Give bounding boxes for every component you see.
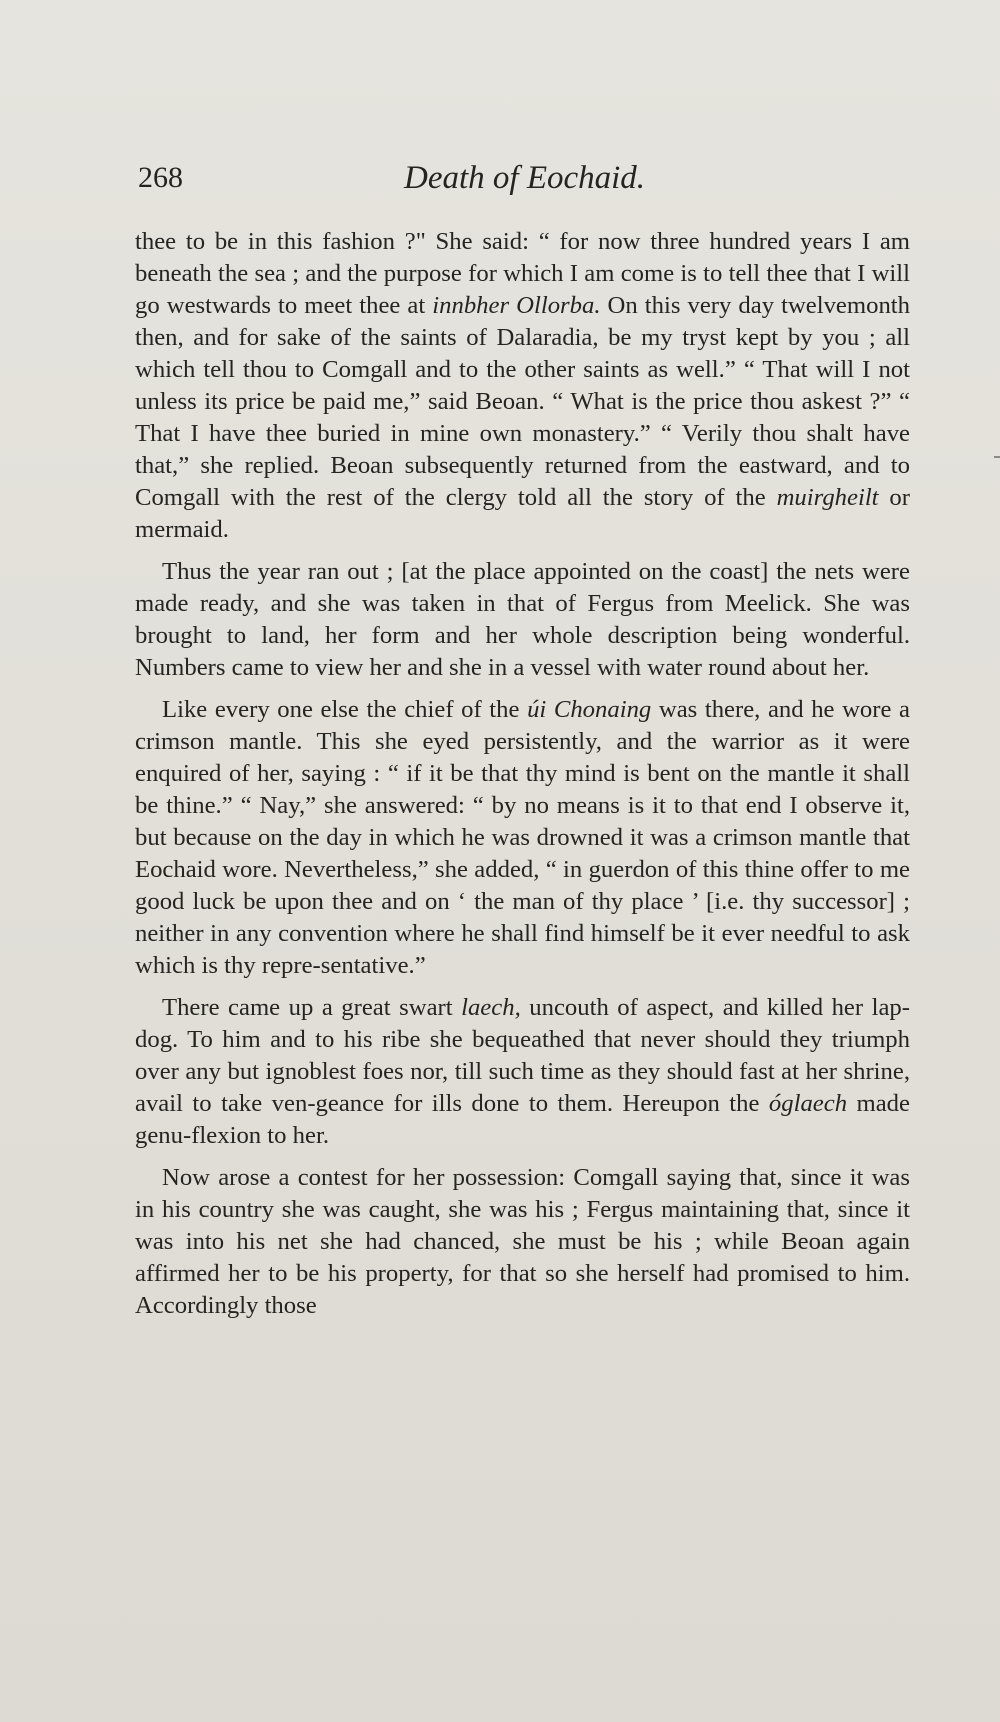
text-span: or mermaid. xyxy=(135,484,911,543)
text-span: On this very day twelvemonth then, and for sake of the saints of Dalaradia, be my tryst kept by you ; all which tell thou to Comgall and to the other saints as well.” “ That will I not unless its price be paid me,” said Beoan. “ What is the price thou askest ?” “ That I have thee buried in mine own monastery.” “ Verily thou shalt have that,” she replied. Beoan subsequently returned from the eastward, and to Comgall with the rest of the clergy told all the story of the xyxy=(135,292,910,511)
italic-term-muirgheilt: muirgheilt xyxy=(776,484,879,511)
page-number: 268 xyxy=(138,161,183,194)
italic-term-oglaech: óglaech xyxy=(768,1090,848,1117)
text-span: Thus the year ran out ; [at the place appointed on the coast] the nets were made ready, and she was taken in that of Fergus from Meelick. She was brought to land, her form and her whole description being wonderful. Numbers came to view her and she in a vessel with water round about her. xyxy=(135,558,910,681)
text-span: Like every one else the chief of the xyxy=(162,696,528,723)
italic-term-innbher-ollorba: innbher Ollorba. xyxy=(432,292,601,319)
paragraph-5 xyxy=(135,1162,910,1322)
text-span: thee to be in this fashion ?" She said: “ for now three hundred years I am beneath the sea ; and the purpose for which I am come is to tell thee that I will go westwards to meet thee at xyxy=(135,228,910,319)
text-span: Now arose a contest for her possession: Comgall saying that, since it was in his country she was caught, she was his ; Fergus maintaining that, since it was into his net she had chanced, she must be his ; while Beoan again affirmed her to be his property, for that so she herself had promised to him. Accordingly those xyxy=(135,1164,910,1319)
text-span: uncouth of aspect, and killed her lap-dog. To him and to his ribe she bequeathed that never should they triumph over any but ignoblest foes nor, till such time as they should fast at her shrine, avail to take ven-geance for ills done to them. Hereupon the xyxy=(135,994,910,1117)
paragraph-2 xyxy=(135,556,910,684)
text-span: There came up a great swart xyxy=(162,994,462,1021)
text-span: was there, and he wore a crimson mantle. This she eyed persistently, and the warrior as it were enquired of her, saying : “ if it be that thy mind is bent on the mantle it shall be thine.” “ Nay,” she answered: “ by no means is it to that end I observe it, but because on the day in which he was drowned it was a crimson mantle that Eochaid wore. Nevertheless,” she added, “ in guerdon of this thine offer to me good luck be upon thee and on ‘ the man of thy place ’ [i.e. thy successor] ; neither in any convention where he shall find himself be it ever needful to ask which is thy repre-sentative.” xyxy=(135,696,910,979)
paragraph-3 xyxy=(135,694,910,982)
text-span: made genu-flexion to her. xyxy=(135,1090,910,1149)
italic-term-ui-chonaing: úi Chonaing xyxy=(527,696,652,723)
page-edge-mark xyxy=(994,456,1000,458)
body-text xyxy=(135,226,910,1322)
page-header xyxy=(138,158,908,202)
italic-term-laech: laech, xyxy=(461,994,521,1021)
paragraph-4 xyxy=(135,992,910,1152)
running-title: Death of Eochaid. xyxy=(404,160,646,196)
paragraph-1 xyxy=(135,226,910,546)
